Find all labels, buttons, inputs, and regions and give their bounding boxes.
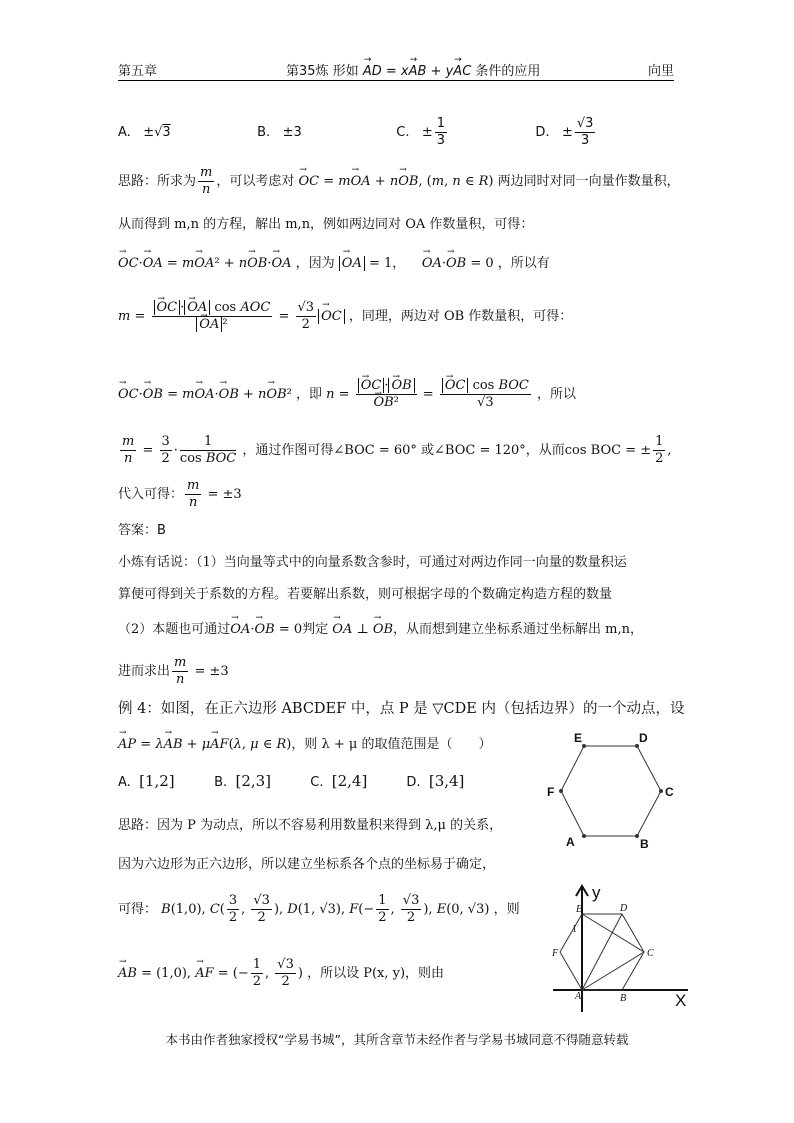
analysis-line-7: 代入可得： $\frac{m}{n}$ = ±3 <box>118 478 242 510</box>
ex4-option-b: B. [2,3] <box>214 772 272 790</box>
header-title: 第35炼 形如 → AD = x→ AB + y→ AC 条件的应用 <box>286 60 540 79</box>
segment-ad <box>582 914 622 990</box>
example4-options <box>118 772 498 790</box>
option-c: C. ± $\frac{1}{3}$ <box>396 116 446 148</box>
example4-line-1: 例 4：如图，在正六边形 ABCDEF 中，点 P 是 ▽CDE 内（包括边界）的一个动点，设 <box>118 701 685 717</box>
page-header <box>118 58 674 81</box>
analysis-line-4: m = → OC ·→ OA cos AOC → OA ² = $\frac{√3}{2}$ → OC ，同理，两边对 OB 作数量积，可得： <box>118 300 572 333</box>
analysis-line-1: 思路：所求为 $\frac{m}{n}$ ，可以考虑对 → OC = m→ OA + n→ OB, (m, n ∈ R) 两边同时对同一向量作数量积， <box>118 165 680 198</box>
analysis-line-6: $\frac{m}{n}$ = $\frac{3}{2}$ · $\frac{1}{\text{cos BOC}}$ ，通过作图可得∠BOC = 60° 或∠BOC = 120°，从而cos BOC = ± $\frac{1}{2}$ , <box>122 434 672 466</box>
segment-ec <box>582 914 644 952</box>
note-line-1: 小炼有话说：（1）当向量等式中的向量系数含参时，可通过对两边作同一向量的数量积运 <box>118 555 627 570</box>
note-line-4: 进而求出 $\frac{m}{n}$ = ±3 <box>118 655 229 687</box>
vertex-a <box>582 834 586 838</box>
header-formula: → AD = x→ AB + y→ AC <box>363 64 471 79</box>
analysis-line-2: 从而得到 m,n 的方程，解出 m,n，例如两边同对 OA 作数量积，可得： <box>118 217 534 232</box>
hexagon-outline <box>561 746 661 836</box>
vertex-e <box>582 744 586 748</box>
coordinate-figure <box>548 880 698 1020</box>
ex4-option-d: D. [3,4] <box>406 772 465 790</box>
example4-line-2: → AP = λ→ AB + μ→ AF(λ, μ ∈ R)，则 λ + μ 的取值范围是（ ） <box>118 733 492 752</box>
example4-analysis-3: 可得： B(1,0), C( $\frac{3}{2}$ , $\frac{√3}{2}$ ), D(1, √3), F(− $\frac{1}{2}$ , $\frac{√3}{2}$ ), E(0, √3) ，则 <box>118 893 520 925</box>
answer: 答案：B <box>118 523 166 538</box>
hexagon-figure <box>540 728 690 858</box>
question-options <box>118 116 670 149</box>
vertex-c <box>659 789 663 793</box>
vertex-b <box>635 834 639 838</box>
coord-label-e: E <box>576 904 583 915</box>
coord-label-c: C <box>647 948 654 959</box>
example4-analysis-1: 思路：因为 P 为动点，所以不容易利用数量积来得到 λ,μ 的关系， <box>118 818 503 833</box>
label-e: E <box>574 731 583 745</box>
vertex-f <box>559 789 563 793</box>
coord-label-d: D <box>620 903 628 914</box>
coord-label-one: 1 <box>572 924 577 935</box>
header-chapter: 第五章 <box>118 64 158 79</box>
label-d: D <box>639 731 648 745</box>
example4-analysis-2: 因为六边形为正六边形，所以建立坐标系各个点的坐标易于确定， <box>118 857 496 872</box>
page-footer: 本书由作者独家授权“学易书城”，其所含章节未经作者与学易书城同意不得随意转载 <box>165 1032 629 1047</box>
note-line-3: （2）本题也可通过→ OA·→ OB = 0判定 → OA ⊥ → OB，从而想到建立坐标系通过坐标解出 m,n， <box>118 618 643 637</box>
example4-analysis-4: → AB = (1,0), → AF = (− $\frac{1}{2}$ , $\frac{√3}{2}$ ) ，所以设 P(x, y)，则由 <box>118 957 444 990</box>
option-b: B. ±3 <box>257 125 302 140</box>
label-a: A <box>566 835 575 849</box>
ex4-option-a: A. [1,2] <box>118 772 175 790</box>
x-axis-label: X <box>675 991 687 1010</box>
coord-label-b: B <box>620 993 627 1004</box>
ex4-option-c: C. [2,4] <box>310 772 368 790</box>
label-b: B <box>640 837 649 851</box>
option-a: A. ±√3 <box>118 125 171 140</box>
option-d: D. ± $\frac{√3}{3}$ <box>535 116 594 148</box>
analysis-line-5: → OC·→ OB = m→ OA·→ OB + n→ OB² ，即 n = → OC ·→ OB → OB² = → $\frac{\text{OC cos BOC}}{√3}$ ，所以 <box>118 378 576 411</box>
analysis-line-3: → OC·→ OA = m→ OA² + n→ OB·→ OA ，因为 → OA = 1， → OA·→ OB = 0 ，所以有 <box>118 252 550 271</box>
y-axis-label: y <box>592 883 601 902</box>
segment-ac <box>582 952 644 990</box>
label-c: C <box>665 785 674 799</box>
coord-label-f: F <box>552 948 559 959</box>
header-right: 向里 <box>647 64 674 79</box>
note-line-2: 算便可得到关于系数的方程。若要解出系数，则可根据字母的个数确定构造方程的数量 <box>118 587 613 602</box>
coord-label-a: A <box>575 991 582 1002</box>
label-f: F <box>547 785 555 799</box>
